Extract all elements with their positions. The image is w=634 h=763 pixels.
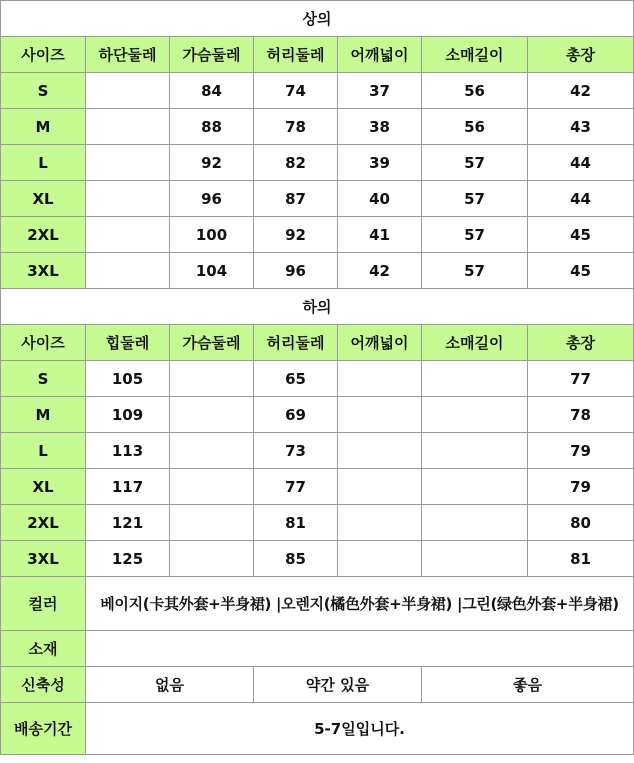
stretch-option: 없음 [86,667,254,703]
measurement-cell [422,433,528,469]
measurement-cell [422,469,528,505]
measurement-cell [422,361,528,397]
size-label: L [1,433,86,469]
measurement-cell: 57 [422,145,528,181]
measurement-cell: 100 [170,217,254,253]
measurement-cell: 39 [338,145,422,181]
measurement-cell: 41 [338,217,422,253]
measurement-cell: 79 [528,469,634,505]
measurement-cell: 84 [170,73,254,109]
shipping-label: 배송기간 [1,703,86,755]
measurement-cell: 73 [254,433,338,469]
table-row [1,397,634,433]
size-label: S [1,73,86,109]
column-header: 가슴둘레 [170,37,254,73]
measurement-cell: 78 [528,397,634,433]
measurement-cell [86,109,170,145]
table-row [1,181,634,217]
measurement-cell: 45 [528,217,634,253]
column-header: 총장 [528,37,634,73]
column-header: 어깨넓이 [338,37,422,73]
table-row [1,217,634,253]
measurement-cell: 104 [170,253,254,289]
column-header: 하단둘레 [86,37,170,73]
stretch-option: 좋음 [422,667,634,703]
measurement-cell: 87 [254,181,338,217]
measurement-cell [338,361,422,397]
measurement-cell [338,397,422,433]
measurement-cell: 81 [528,541,634,577]
color-value: 베이지(卡其外套+半身裙) |오렌지(橘色外套+半身裙) |그린(绿色外套+半身裙) [86,577,634,631]
measurement-cell: 109 [86,397,170,433]
measurement-cell: 121 [86,505,170,541]
measurement-cell: 56 [422,109,528,145]
measurement-cell: 81 [254,505,338,541]
measurement-cell: 42 [528,73,634,109]
measurement-cell: 92 [254,217,338,253]
measurement-cell: 69 [254,397,338,433]
measurement-cell [170,541,254,577]
material-value [86,631,634,667]
measurement-cell: 44 [528,181,634,217]
measurement-cell [422,397,528,433]
measurement-cell [422,505,528,541]
measurement-cell [338,433,422,469]
table-row [1,469,634,505]
top-section-title: 상의 [1,1,634,37]
stretch-label: 신축성 [1,667,86,703]
measurement-cell: 40 [338,181,422,217]
size-label: M [1,109,86,145]
size-label: L [1,145,86,181]
measurement-cell [86,253,170,289]
measurement-cell [170,505,254,541]
table-row [1,433,634,469]
top-title-row [1,1,634,37]
measurement-cell: 42 [338,253,422,289]
column-header: 사이즈 [1,325,86,361]
column-header: 허리둘레 [254,37,338,73]
measurement-cell: 57 [422,217,528,253]
size-label: S [1,361,86,397]
measurement-cell: 88 [170,109,254,145]
shipping-row [1,703,634,755]
material-label: 소재 [1,631,86,667]
top-header-row [1,37,634,73]
color-row [1,577,634,631]
measurement-cell [170,469,254,505]
measurement-cell: 80 [528,505,634,541]
size-label: 2XL [1,217,86,253]
measurement-cell: 82 [254,145,338,181]
column-header: 소매길이 [422,325,528,361]
table-row [1,145,634,181]
measurement-cell [86,217,170,253]
measurement-cell [86,73,170,109]
measurement-cell: 96 [254,253,338,289]
measurement-cell: 44 [528,145,634,181]
bottom-section-title: 하의 [1,289,634,325]
measurement-cell: 96 [170,181,254,217]
size-label: XL [1,469,86,505]
column-header: 가슴둘레 [170,325,254,361]
color-label: 컬러 [1,577,86,631]
column-header: 사이즈 [1,37,86,73]
measurement-cell: 85 [254,541,338,577]
measurement-cell: 92 [170,145,254,181]
measurement-cell [170,361,254,397]
measurement-cell: 57 [422,253,528,289]
stretch-option: 약간 있음 [254,667,422,703]
table-row [1,109,634,145]
size-label: XL [1,181,86,217]
size-label: 2XL [1,505,86,541]
material-row [1,631,634,667]
measurement-cell: 77 [254,469,338,505]
table-row [1,505,634,541]
measurement-cell: 37 [338,73,422,109]
measurement-cell: 38 [338,109,422,145]
measurement-cell: 125 [86,541,170,577]
measurement-cell [338,469,422,505]
measurement-cell: 78 [254,109,338,145]
measurement-cell: 65 [254,361,338,397]
measurement-cell: 105 [86,361,170,397]
column-header: 어깨넓이 [338,325,422,361]
table-row [1,253,634,289]
measurement-cell [86,181,170,217]
measurement-cell: 57 [422,181,528,217]
measurement-cell: 43 [528,109,634,145]
measurement-cell [422,541,528,577]
measurement-cell: 56 [422,73,528,109]
size-label: 3XL [1,253,86,289]
measurement-cell: 45 [528,253,634,289]
column-header: 힙둘레 [86,325,170,361]
measurement-cell [170,433,254,469]
bottom-title-row [1,289,634,325]
size-label: M [1,397,86,433]
table-row [1,361,634,397]
measurement-cell [338,541,422,577]
measurement-cell [170,397,254,433]
stretch-row [1,667,634,703]
shipping-value: 5-7일입니다. [86,703,634,755]
measurement-cell: 77 [528,361,634,397]
measurement-cell: 113 [86,433,170,469]
measurement-cell: 74 [254,73,338,109]
bottom-header-row [1,325,634,361]
size-chart-body [1,1,634,755]
measurement-cell [338,505,422,541]
column-header: 허리둘레 [254,325,338,361]
table-row [1,73,634,109]
table-row [1,541,634,577]
measurement-cell [86,145,170,181]
measurement-cell: 79 [528,433,634,469]
measurement-cell: 117 [86,469,170,505]
size-label: 3XL [1,541,86,577]
column-header: 총장 [528,325,634,361]
column-header: 소매길이 [422,37,528,73]
